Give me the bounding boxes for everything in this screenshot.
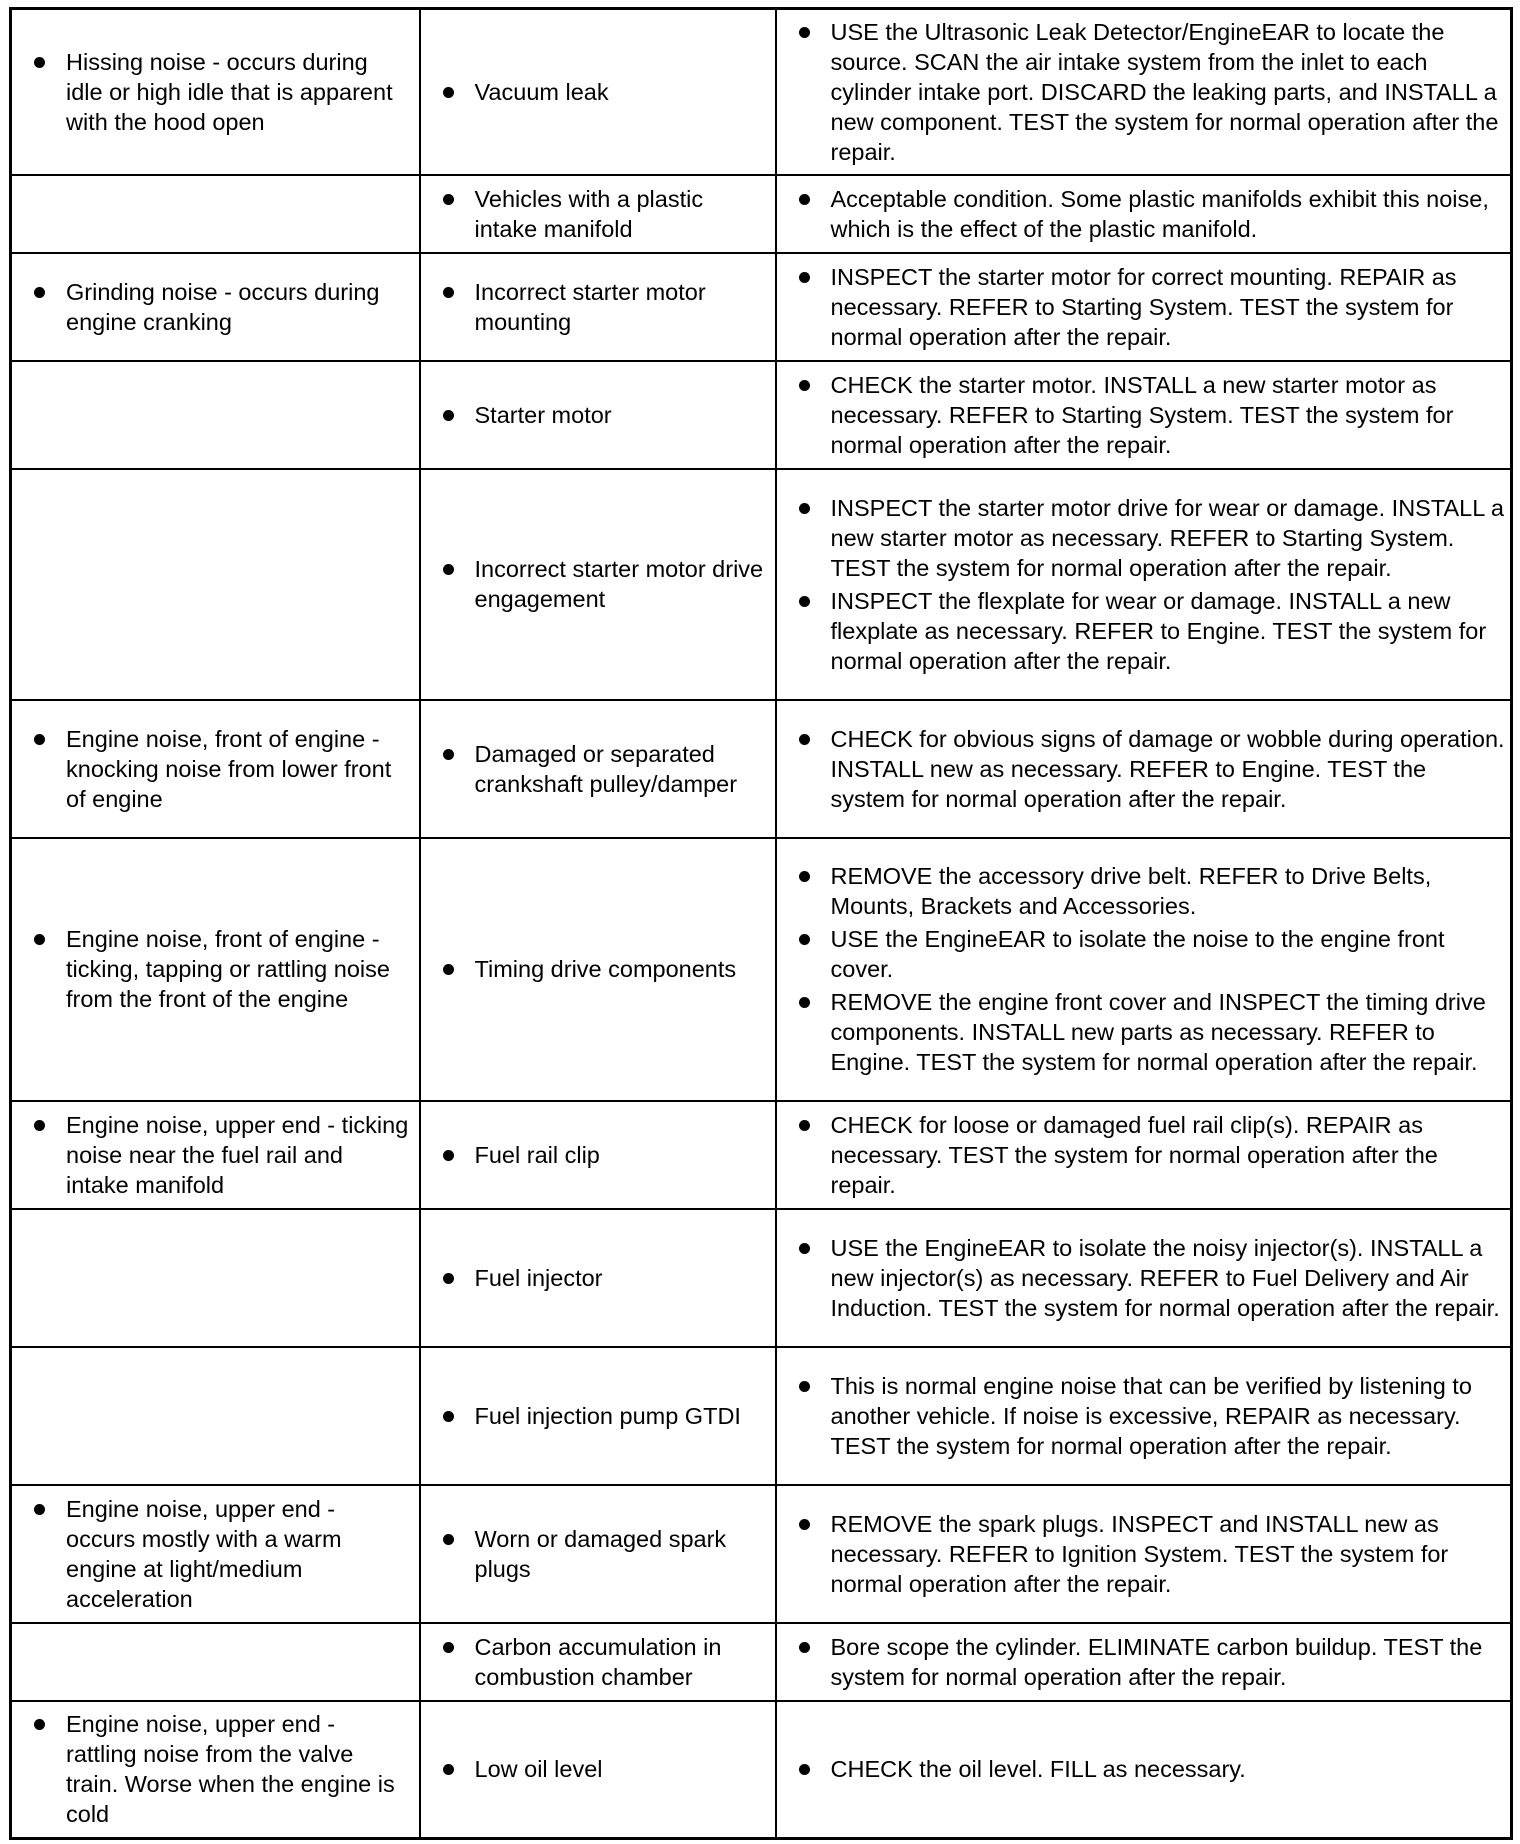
action-item	[777, 987, 1507, 1077]
cause-cell	[420, 838, 776, 1101]
cause-item	[421, 1524, 767, 1584]
cause-cell	[420, 1485, 776, 1623]
condition-cell	[11, 700, 420, 838]
cause-item-text: Vacuum leak	[474, 78, 609, 105]
cause-cell	[420, 1347, 776, 1485]
bullet-icon	[443, 194, 454, 205]
condition-cell	[11, 1485, 420, 1623]
action-item	[777, 262, 1507, 352]
action-item	[777, 1110, 1507, 1200]
condition-cell	[11, 1209, 420, 1347]
action-item	[777, 1371, 1507, 1461]
condition-item-text: Engine noise, upper end - occurs mostly with a warm engine at light/medium acceleration	[66, 1495, 342, 1612]
action-cell	[776, 175, 1512, 253]
cause-item-text: Incorrect starter motor mounting	[474, 278, 706, 335]
condition-cell	[11, 253, 420, 361]
condition-item	[12, 1709, 411, 1829]
condition-item-text: Hissing noise - occurs during idle or high idle that is apparent with the hood open	[66, 48, 393, 135]
bullet-icon	[799, 1243, 810, 1254]
cause-item	[421, 400, 767, 430]
action-item-text: INSPECT the flexplate for wear or damage. INSTALL a new flexplate as necessary. REFER to Engine. TEST the system for normal operation after the repair.	[830, 587, 1487, 674]
cause-item-text: Fuel rail clip	[474, 1141, 600, 1168]
cause-cell	[420, 1209, 776, 1347]
action-item-text: USE the EngineEAR to isolate the noise to the engine front cover.	[830, 926, 1445, 982]
condition-cell	[11, 838, 420, 1101]
action-item	[777, 924, 1507, 984]
bullet-icon	[443, 1273, 454, 1284]
bullet-icon	[799, 272, 810, 283]
cause-item-text: Carbon accumulation in combustion chamber	[474, 1633, 722, 1690]
table-row	[11, 175, 1512, 253]
action-item	[777, 370, 1507, 460]
bullet-icon	[34, 57, 45, 68]
bullet-icon	[799, 596, 810, 607]
action-item-text: Bore scope the cylinder. ELIMINATE carbon buildup. TEST the system for normal operation after the repair.	[830, 1633, 1483, 1690]
bullet-icon	[443, 410, 454, 421]
cause-item	[421, 1263, 767, 1293]
action-item-text: CHECK for loose or damaged fuel rail clip(s). REPAIR as necessary. TEST the system for normal operation after the repair.	[830, 1111, 1438, 1198]
bullet-icon	[799, 997, 810, 1008]
action-item	[777, 1509, 1507, 1599]
table-row	[11, 1485, 1512, 1623]
cause-item	[421, 77, 767, 107]
cause-item	[421, 1754, 767, 1784]
action-cell	[776, 1485, 1512, 1623]
bullet-icon	[799, 1381, 810, 1392]
action-item	[777, 1233, 1507, 1323]
table-row	[11, 1347, 1512, 1485]
action-cell	[776, 1701, 1512, 1839]
action-item	[777, 1632, 1507, 1692]
condition-item	[12, 1494, 411, 1614]
condition-item-text: Grinding noise - occurs during engine cranking	[66, 278, 380, 335]
cause-cell	[420, 469, 776, 700]
bullet-icon	[799, 27, 810, 38]
action-item-text: REMOVE the engine front cover and INSPECT the timing drive components. INSTALL new parts as necessary. REFER to Engine. TEST the system for normal operation after the repair.	[830, 989, 1486, 1075]
bullet-icon	[799, 194, 810, 205]
table-row	[11, 1623, 1512, 1701]
condition-cell	[11, 1623, 420, 1701]
action-item	[777, 861, 1507, 921]
cause-item	[421, 739, 767, 799]
condition-cell	[11, 1701, 420, 1839]
cause-cell	[420, 1623, 776, 1701]
symptom-chart-body	[11, 9, 1512, 1839]
action-item-text: REMOVE the spark plugs. INSPECT and INSTALL new as necessary. REFER to Ignition System. TEST the system for normal operation after the repair.	[830, 1510, 1449, 1597]
action-item	[777, 184, 1507, 244]
cause-cell	[420, 253, 776, 361]
bullet-icon	[34, 1719, 45, 1730]
bullet-icon	[34, 1504, 45, 1515]
bullet-icon	[799, 1642, 810, 1653]
bullet-icon	[799, 871, 810, 882]
bullet-icon	[34, 1120, 45, 1131]
condition-item-text: Engine noise, upper end - ticking noise near the fuel rail and intake manifold	[66, 1111, 409, 1198]
condition-cell	[11, 175, 420, 253]
bullet-icon	[443, 749, 454, 760]
action-cell	[776, 253, 1512, 361]
cause-item	[421, 1632, 767, 1692]
cause-item	[421, 554, 767, 614]
action-cell	[776, 1101, 1512, 1209]
action-item-text: Acceptable condition. Some plastic manifolds exhibit this noise, which is the effect of the plastic manifold.	[830, 185, 1489, 242]
action-cell	[776, 361, 1512, 469]
action-item	[777, 17, 1507, 167]
cause-item-text: Fuel injector	[474, 1264, 603, 1291]
bullet-icon	[443, 964, 454, 975]
table-row	[11, 9, 1512, 175]
cause-item-text: Starter motor	[474, 401, 612, 428]
condition-item	[12, 1110, 411, 1200]
table-row	[11, 1701, 1512, 1839]
action-item-text: This is normal engine noise that can be verified by listening to another vehicle. If noise is excessive, REPAIR as necessary. TEST the system for normal operation after the repair.	[830, 1372, 1472, 1459]
table-row	[11, 700, 1512, 838]
cause-item-text: Damaged or separated crankshaft pulley/damper	[474, 740, 738, 797]
cause-item-text: Timing drive components	[474, 956, 737, 982]
table-row	[11, 361, 1512, 469]
bullet-icon	[443, 564, 454, 575]
action-item-text: CHECK the starter motor. INSTALL a new starter motor as necessary. REFER to Starting System. TEST the system for normal operation after the repair.	[830, 371, 1454, 458]
cause-cell	[420, 700, 776, 838]
cause-item-text: Vehicles with a plastic intake manifold	[474, 185, 704, 242]
cause-cell	[420, 1701, 776, 1839]
bullet-icon	[443, 1642, 454, 1653]
bullet-icon	[443, 287, 454, 298]
cause-item	[421, 1401, 767, 1431]
condition-cell	[11, 1347, 420, 1485]
bullet-icon	[799, 934, 810, 945]
action-cell	[776, 838, 1512, 1101]
bullet-icon	[443, 1764, 454, 1775]
condition-item	[12, 724, 411, 814]
table-row	[11, 838, 1512, 1101]
action-item	[777, 586, 1507, 676]
bullet-icon	[443, 1534, 454, 1545]
bullet-icon	[799, 380, 810, 391]
action-cell	[776, 1623, 1512, 1701]
bullet-icon	[443, 87, 454, 98]
table-row	[11, 253, 1512, 361]
action-item	[777, 493, 1507, 583]
condition-cell	[11, 469, 420, 700]
cause-item-text: Fuel injection pump GTDI	[474, 1402, 741, 1429]
cause-cell	[420, 1101, 776, 1209]
bullet-icon	[799, 1519, 810, 1530]
bullet-icon	[799, 734, 810, 745]
condition-item	[12, 47, 411, 137]
action-cell	[776, 1209, 1512, 1347]
action-item-text: USE the Ultrasonic Leak Detector/EngineEAR to locate the source. SCAN the air intake system from the inlet to each cylinder intake port. DISCARD the leaking parts, and INSTALL a new component. TEST the system for normal operation after the repair.	[830, 18, 1499, 165]
condition-item-text: Engine noise, upper end - rattling noise from the valve train. Worse when the engine is cold	[66, 1711, 395, 1828]
bullet-icon	[443, 1150, 454, 1161]
cause-item	[421, 277, 767, 337]
action-item-text: CHECK for obvious signs of damage or wobble during operation. INSTALL new as necessary. REFER to Engine. TEST the system for normal operation after the repair.	[830, 725, 1505, 812]
action-item-text: REMOVE the accessory drive belt. REFER to Drive Belts, Mounts, Brackets and Accessories.	[830, 863, 1432, 919]
bullet-icon	[443, 1411, 454, 1422]
table-row	[11, 469, 1512, 700]
condition-cell	[11, 1101, 420, 1209]
bullet-icon	[799, 503, 810, 514]
table-row	[11, 1101, 1512, 1209]
cause-cell	[420, 361, 776, 469]
action-item-text: CHECK the oil level. FILL as necessary.	[830, 1756, 1246, 1783]
action-item-text: INSPECT the starter motor for correct mounting. REPAIR as necessary. REFER to Starting System. TEST the system for normal operation after the repair.	[830, 263, 1457, 350]
action-item	[777, 724, 1507, 814]
cause-item-text: Low oil level	[474, 1756, 603, 1783]
symptom-chart-table	[9, 7, 1513, 1840]
cause-cell	[420, 9, 776, 175]
condition-cell	[11, 9, 420, 175]
bullet-icon	[799, 1120, 810, 1131]
cause-item	[421, 954, 767, 984]
cause-item-text: Incorrect starter motor drive engagement	[474, 556, 764, 612]
table-row	[11, 1209, 1512, 1347]
action-cell	[776, 469, 1512, 700]
condition-item-text: Engine noise, front of engine - knocking noise from lower front of engine	[66, 725, 392, 812]
bullet-icon	[34, 734, 45, 745]
action-cell	[776, 1347, 1512, 1485]
bullet-icon	[34, 934, 45, 945]
action-cell	[776, 700, 1512, 838]
bullet-icon	[34, 287, 45, 298]
action-item	[777, 1754, 1507, 1784]
condition-item	[12, 277, 411, 337]
condition-item-text: Engine noise, front of engine - ticking, tapping or rattling noise from the front of the engine	[66, 926, 390, 1012]
cause-item-text: Worn or damaged spark plugs	[474, 1525, 727, 1582]
condition-cell	[11, 361, 420, 469]
action-item-text: USE the EngineEAR to isolate the noisy injector(s). INSTALL a new injector(s) as necessary. REFER to Fuel Delivery and Air Induction. TEST the system for normal operation after the repair.	[830, 1234, 1500, 1321]
cause-cell	[420, 175, 776, 253]
cause-item	[421, 1140, 767, 1170]
cause-item	[421, 184, 767, 244]
condition-item	[12, 924, 411, 1014]
action-cell	[776, 9, 1512, 175]
bullet-icon	[799, 1764, 810, 1775]
action-item-text: INSPECT the starter motor drive for wear or damage. INSTALL a new starter motor as necessary. REFER to Starting System. TEST the system for normal operation after the repair.	[830, 494, 1504, 581]
